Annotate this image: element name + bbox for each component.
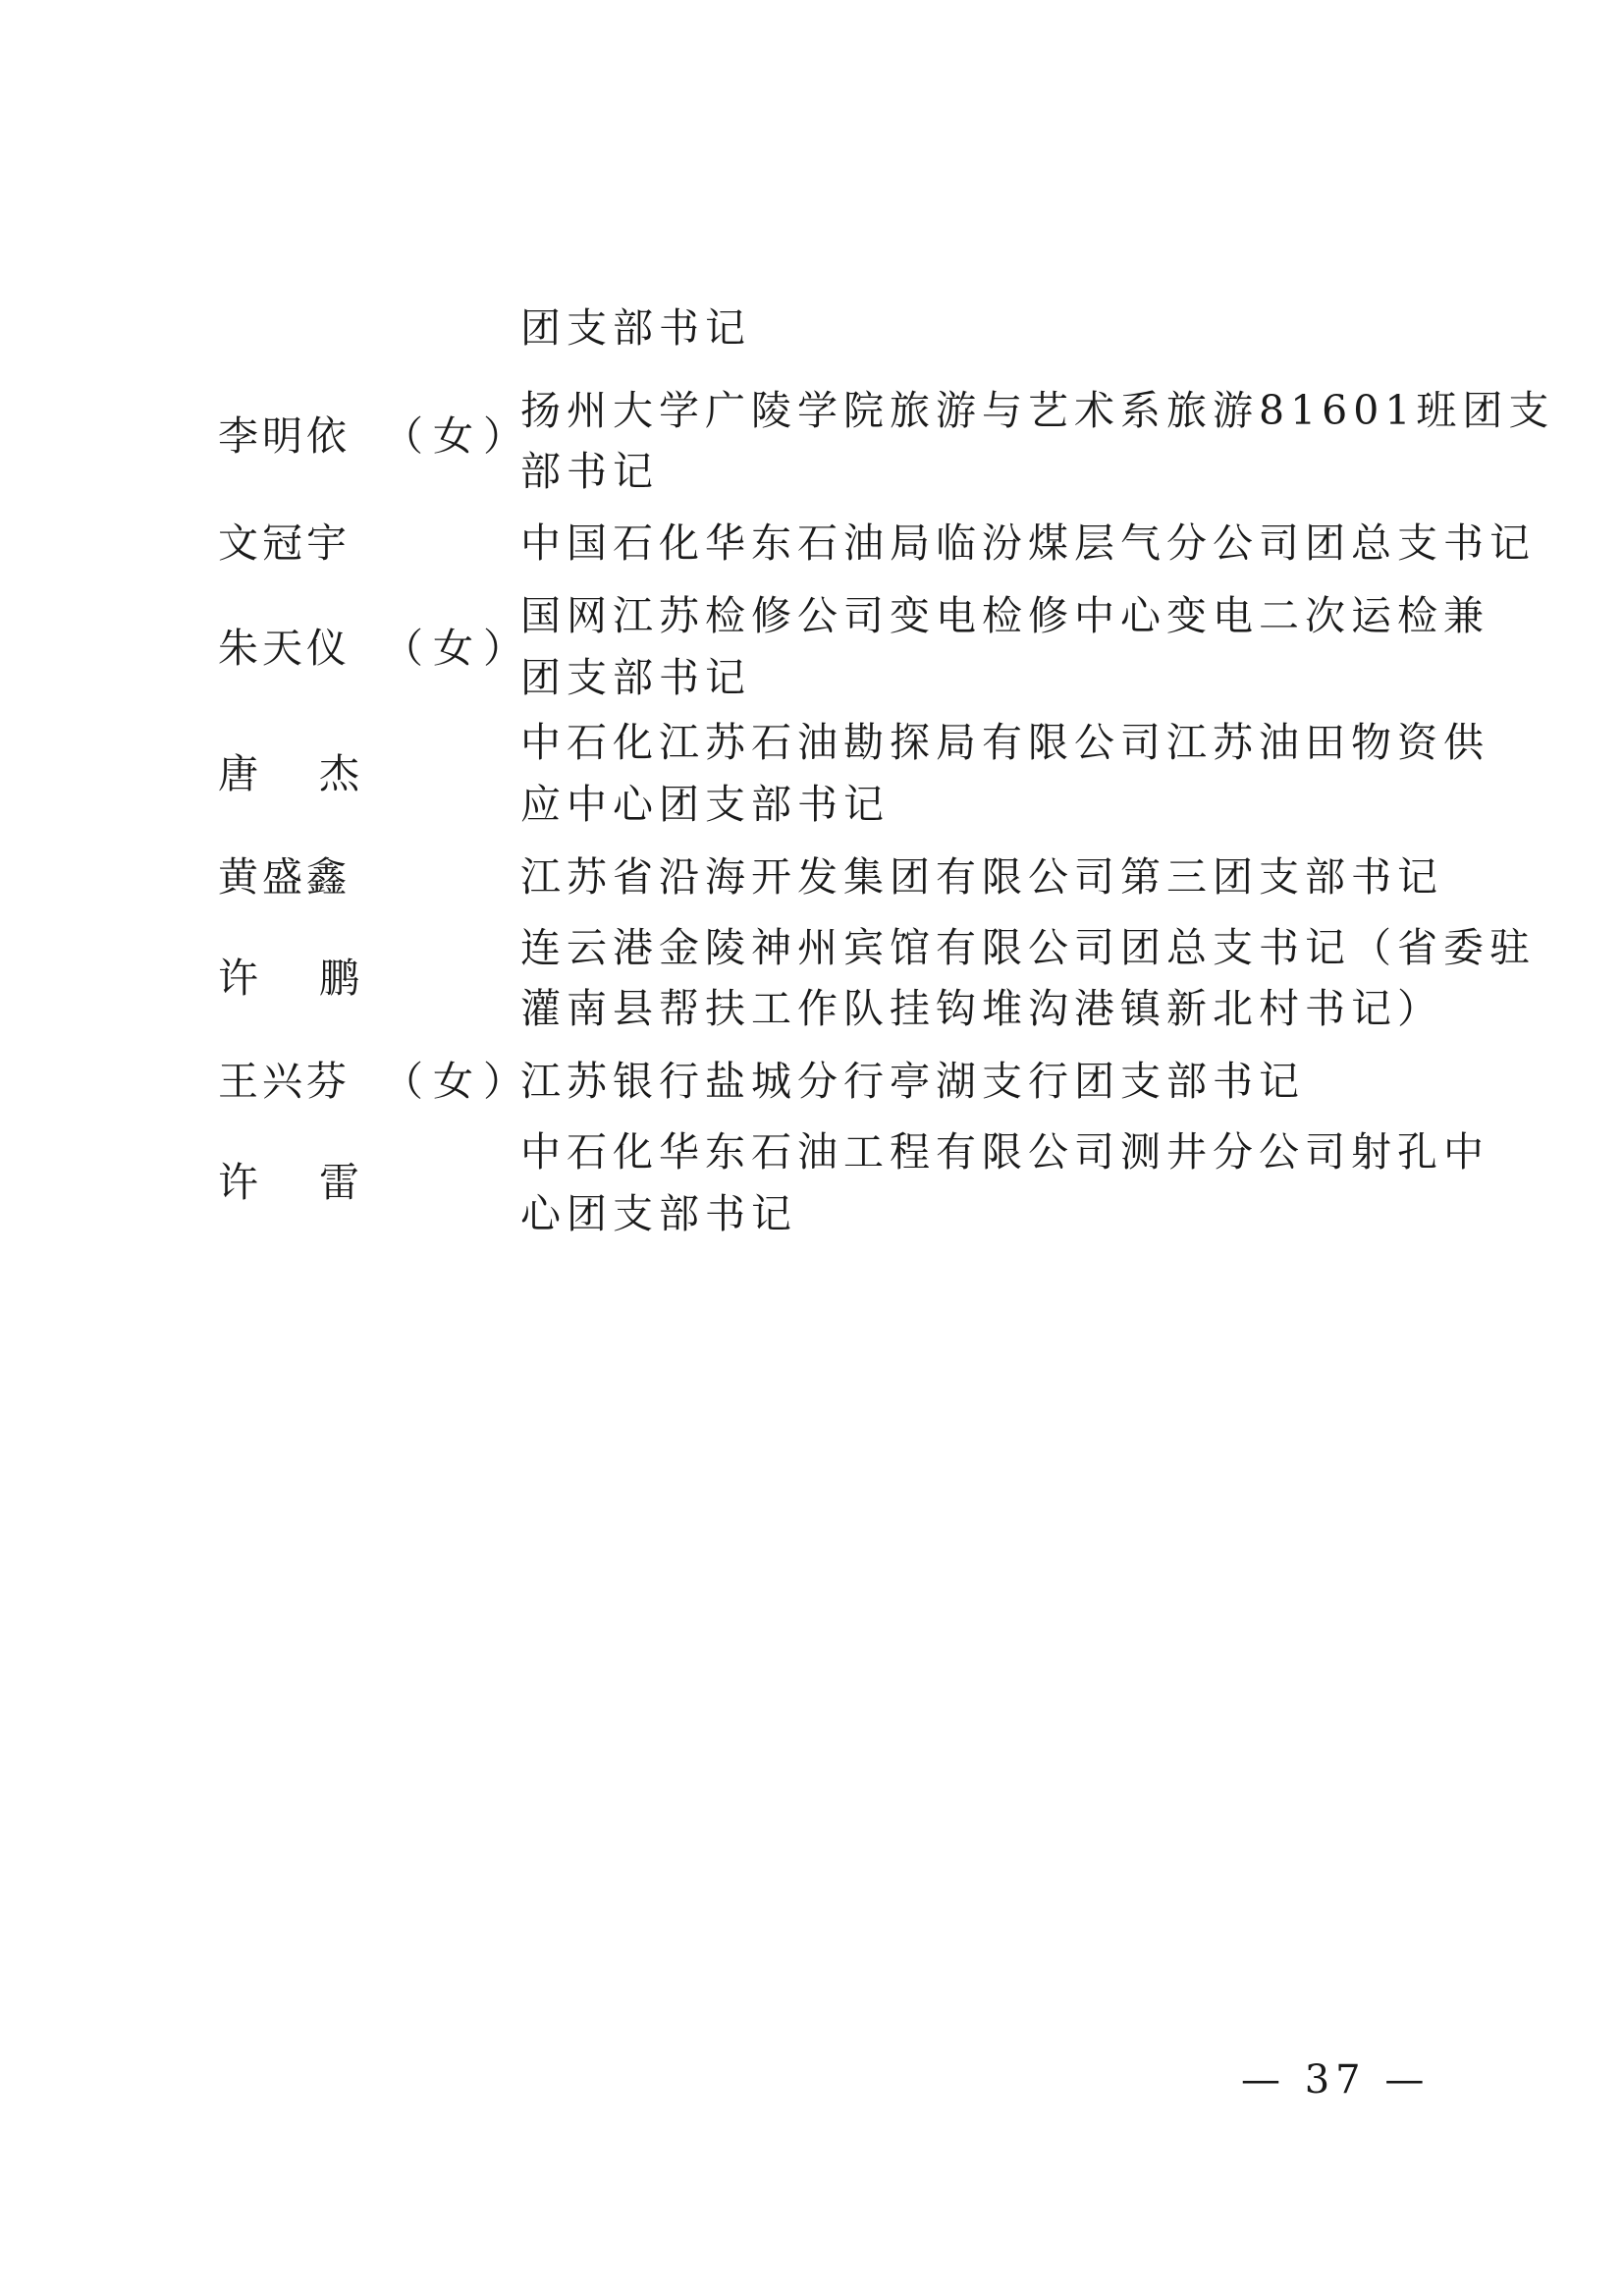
- gender-note: （女）: [383, 1058, 533, 1105]
- continued-description-line: 团支部书记: [520, 304, 751, 352]
- person-name: 唐杰: [218, 750, 420, 797]
- description-line: 中石化华东石油工程有限公司测井分公司射孔中: [520, 1128, 1489, 1175]
- description-line: 团支部书记: [520, 654, 751, 701]
- person-name: 朱天仪: [218, 625, 351, 672]
- description-line: 应中心团支部书记: [520, 781, 890, 828]
- person-name: 黄盛鑫: [218, 853, 351, 901]
- description-line: 灌南县帮扶工作队挂钩堆沟港镇新北村书记）: [520, 985, 1443, 1032]
- description-line: 中石化江苏石油勘探局有限公司江苏油田物资供: [520, 719, 1489, 766]
- description-line: 部书记: [520, 448, 659, 495]
- description-line: 中国石化华东石油局临汾煤层气分公司团总支书记: [520, 519, 1536, 567]
- description-line: 江苏银行盐城分行亭湖支行团支部书记: [520, 1058, 1305, 1105]
- person-name: 王兴芬: [218, 1058, 351, 1105]
- description-line: 国网江苏检修公司变电检修中心变电二次运检兼: [520, 592, 1489, 639]
- page-number: — 37 —: [1241, 2057, 1431, 2103]
- gender-note: （女）: [383, 412, 533, 460]
- gender-note: （女）: [383, 625, 533, 672]
- person-name: 李明依: [218, 412, 351, 460]
- description-line: 心团支部书记: [520, 1190, 797, 1237]
- person-name: 许雷: [218, 1159, 420, 1206]
- person-name: 许鹏: [218, 955, 420, 1002]
- description-line: 扬州大学广陵学院旅游与艺术系旅游81601班团支: [520, 387, 1555, 434]
- description-line: 连云港金陵神州宾馆有限公司团总支书记（省委驻: [520, 924, 1536, 971]
- description-line: 江苏省沿海开发集团有限公司第三团支部书记: [520, 853, 1443, 901]
- person-name: 文冠宇: [218, 519, 351, 567]
